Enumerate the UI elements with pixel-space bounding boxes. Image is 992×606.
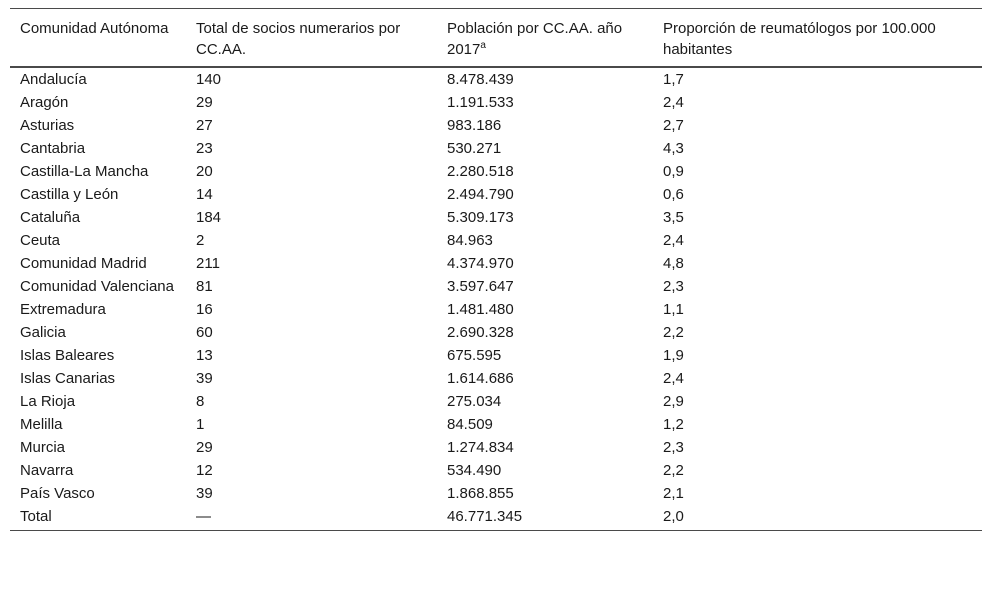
cell-proporcion: 1,1 <box>663 301 684 318</box>
cell-region: Castilla-La Mancha <box>20 163 149 180</box>
table-row <box>10 390 982 413</box>
table-body <box>10 67 982 531</box>
cell-proporcion: 0,9 <box>663 163 684 180</box>
header-comunidad: Comunidad Autónoma <box>20 20 169 37</box>
table-row <box>10 183 982 206</box>
cell-region: Navarra <box>20 462 74 479</box>
cell-region: Islas Canarias <box>20 370 116 387</box>
cell-proporcion: 2,4 <box>663 94 684 111</box>
cell-socios: 184 <box>196 209 222 226</box>
table-row <box>10 67 982 91</box>
cell-socios: 16 <box>196 301 213 318</box>
data-table-container <box>10 8 982 531</box>
cell-poblacion: 2.494.790 <box>447 186 514 203</box>
cell-proporcion: 2,7 <box>663 117 684 134</box>
cell-proporcion: 2,4 <box>663 370 684 387</box>
cell-socios: 20 <box>196 163 213 180</box>
table-row <box>10 413 982 436</box>
cell-poblacion: 3.597.647 <box>447 278 514 295</box>
table-row <box>10 505 982 531</box>
cell-proporcion: 2,1 <box>663 485 684 502</box>
cell-poblacion: 530.271 <box>447 140 502 157</box>
cell-poblacion: 675.595 <box>447 347 502 364</box>
table-row <box>10 298 982 321</box>
cell-region: Galicia <box>20 324 66 341</box>
cell-proporcion: 2,0 <box>663 508 684 525</box>
cell-socios: 29 <box>196 94 213 111</box>
table-row <box>10 137 982 160</box>
table-row <box>10 275 982 298</box>
header-proporcion: Proporción de reumatólogos por 100.000 habitantes <box>663 20 936 58</box>
cell-region: Comunidad Valenciana <box>20 278 174 295</box>
cell-poblacion: 1.481.480 <box>447 301 514 318</box>
cell-region: Islas Baleares <box>20 347 115 364</box>
cell-region: País Vasco <box>20 485 95 502</box>
cell-region: Castilla y León <box>20 186 119 203</box>
cell-poblacion: 275.034 <box>447 393 502 410</box>
header-poblacion-footnote: a <box>480 40 486 51</box>
cell-poblacion: 1.191.533 <box>447 94 514 111</box>
cell-poblacion: 8.478.439 <box>447 71 514 88</box>
cell-poblacion: 1.614.686 <box>447 370 514 387</box>
cell-socios: — <box>196 508 211 525</box>
header-poblacion-label: Población por CC.AA. año 2017 <box>447 20 623 58</box>
cell-region: Extremadura <box>20 301 106 318</box>
cell-proporcion: 2,3 <box>663 278 684 295</box>
cell-socios: 27 <box>196 117 213 134</box>
table-row <box>10 367 982 390</box>
cell-socios: 29 <box>196 439 213 456</box>
cell-region: Asturias <box>20 117 75 134</box>
cell-poblacion: 2.690.328 <box>447 324 514 341</box>
table-row <box>10 206 982 229</box>
cell-region: Ceuta <box>20 232 61 249</box>
cell-socios: 13 <box>196 347 213 364</box>
table-row <box>10 459 982 482</box>
cell-proporcion: 4,8 <box>663 255 684 272</box>
cell-socios: 140 <box>196 71 222 88</box>
cell-region: Comunidad Madrid <box>20 255 147 272</box>
cell-socios: 2 <box>196 232 205 249</box>
cell-proporcion: 1,2 <box>663 416 684 433</box>
cell-socios: 23 <box>196 140 213 157</box>
cell-region: Murcia <box>20 439 66 456</box>
header-poblacion <box>437 9 653 68</box>
table-row <box>10 344 982 367</box>
cell-proporcion: 2,2 <box>663 462 684 479</box>
cell-region: La Rioja <box>20 393 76 410</box>
cell-poblacion: 983.186 <box>447 117 502 134</box>
cell-proporcion: 1,9 <box>663 347 684 364</box>
header-socios: Total de socios numerarios por CC.AA. <box>196 20 401 58</box>
cell-poblacion: 84.963 <box>447 232 493 249</box>
cell-region: Melilla <box>20 416 63 433</box>
cell-poblacion: 4.374.970 <box>447 255 514 272</box>
cell-proporcion: 2,9 <box>663 393 684 410</box>
cell-poblacion: 84.509 <box>447 416 493 433</box>
cell-poblacion: 1.868.855 <box>447 485 514 502</box>
cell-poblacion: 2.280.518 <box>447 163 514 180</box>
table-row <box>10 160 982 183</box>
table-row <box>10 114 982 137</box>
cell-proporcion: 1,7 <box>663 71 684 88</box>
cell-socios: 14 <box>196 186 213 203</box>
cell-region: Total <box>20 508 52 525</box>
cell-proporcion: 2,3 <box>663 439 684 456</box>
table-row <box>10 321 982 344</box>
table-row <box>10 436 982 459</box>
rheumatologists-table <box>10 8 982 531</box>
cell-proporcion: 0,6 <box>663 186 684 203</box>
cell-poblacion: 1.274.834 <box>447 439 514 456</box>
cell-region: Cataluña <box>20 209 81 226</box>
cell-socios: 39 <box>196 485 213 502</box>
cell-socios: 8 <box>196 393 205 410</box>
cell-proporcion: 2,2 <box>663 324 684 341</box>
cell-poblacion: 5.309.173 <box>447 209 514 226</box>
cell-proporcion: 4,3 <box>663 140 684 157</box>
table-row <box>10 229 982 252</box>
cell-socios: 60 <box>196 324 213 341</box>
cell-region: Cantabria <box>20 140 86 157</box>
table-row <box>10 482 982 505</box>
cell-proporcion: 2,4 <box>663 232 684 249</box>
cell-proporcion: 3,5 <box>663 209 684 226</box>
cell-socios: 81 <box>196 278 213 295</box>
cell-socios: 12 <box>196 462 213 479</box>
table-row <box>10 252 982 275</box>
table-row <box>10 91 982 114</box>
cell-socios: 211 <box>196 255 220 272</box>
cell-socios: 1 <box>196 416 205 433</box>
cell-region: Aragón <box>20 94 69 111</box>
table-header-row <box>10 9 982 68</box>
cell-poblacion: 534.490 <box>447 462 502 479</box>
cell-socios: 39 <box>196 370 213 387</box>
cell-region: Andalucía <box>20 71 87 88</box>
cell-poblacion: 46.771.345 <box>447 508 523 525</box>
